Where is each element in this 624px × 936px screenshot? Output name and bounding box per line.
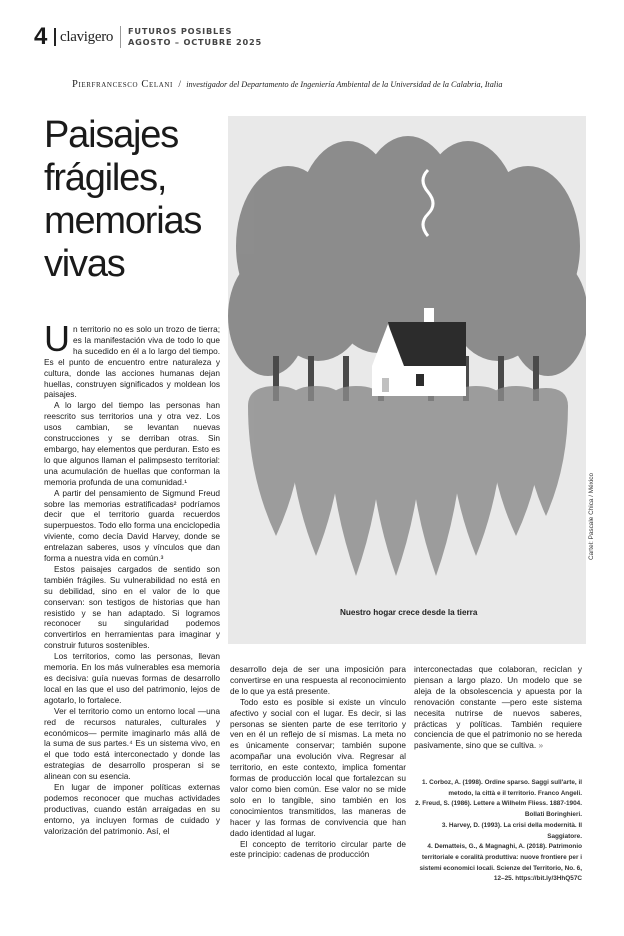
issue-date: AGOSTO – OCTUBRE 2025	[128, 37, 263, 47]
paragraph: En lugar de imponer políticas externas podemos reconocer que muchas actividades productivas, cuando están arraigadas en su entorno, ya incluyen formas de cuidado y valorización del patrimonio. Así, el	[44, 782, 220, 836]
paragraph: Estos paisajes cargados de sentido son también frágiles. Su vulnerabilidad no está en su debilidad, sino en el valor de lo que conservan: son testigos de historias que han resistido y se han adaptado. Si logramos reconocer su singularidad podemos convertirlos en herramientas para imaginar y construir futuros sostenibles.	[44, 563, 220, 651]
paragraph-text: interconectadas que colaboran, reciclan y piensan a largo plazo. Un modelo que se aleja de la obsolescencia y apuesta por la renovación constante —pero este sistema necesita nutrirse de nuevos saberes, prácticas y políticas. También requiere conciencia de que el patrimonio no se hereda pasivamente, sino que se cultiva.	[414, 664, 582, 751]
issue-info	[120, 26, 262, 48]
title-line: vivas	[44, 243, 125, 285]
title-line: frágiles,	[44, 157, 167, 199]
end-mark: »	[538, 740, 544, 751]
references	[414, 778, 582, 885]
paragraph: A lo largo del tiempo las personas han reescrito sus territorios una y otra vez. Los usos cambian, se levantan nuevas construcciones y se derriban otras. Sin embargo, hay elementos que perduran. Esto es lo que algunos llaman el palimpsesto territorial: una acumulación de huellas que conforman la memoria profunda de una comunidad.¹	[44, 400, 220, 487]
body-column-1	[44, 318, 220, 837]
author-affiliation: investigador del Departamento de Ingeniería Ambiental de la Universidad de la Calabria, Italia	[186, 80, 503, 89]
poster-illustration	[228, 116, 586, 644]
paragraph-text: n territorio no es solo un trozo de tierra; es la manifestación viva de todo lo que ha sucedido en él a lo largo del tiempo. Es el punto de encuentro entre naturaleza y cultura, donde las acciones humanas dejan huellas, construyen significados y moldean los paisajes.	[44, 324, 220, 400]
paragraph: Ver el territorio como un entorno local —una red de recursos naturales, culturales y económicos— permite imaginarlo más allá de la suma de sus partes.⁴ Es un sistema vivo, en el que todo está interconectado y donde las estrategias de desarrollo prosperan si se alinean con su esencia.	[44, 705, 220, 782]
page-header	[34, 24, 594, 56]
paragraph	[414, 664, 582, 751]
byline	[72, 79, 572, 91]
reference-item: 2. Freud, S. (1986). Lettere a Wilhelm Fliess. 1887-1904. Bollati Boringhieri.	[415, 800, 582, 819]
masthead-logo: clavigero	[54, 28, 113, 46]
reference-item: 4. Dematteis, G., & Magnaghi, A. (2018). Patrimonio territoriale e coralità produttiva: nuove frontiere per i sistemi economici locali. Scienze del Territorio, No. 6, 12–25. https://bit.ly/3HhQ57C	[419, 843, 582, 883]
illustration-credit: Cartel: Pascale Chica / México	[588, 472, 595, 560]
title-line: memorias	[44, 200, 202, 242]
illustration-caption: Nuestro hogar crece desde la tierra	[340, 608, 478, 617]
issue-section: FUTUROS POSIBLES	[128, 26, 233, 36]
house-trees-artwork	[228, 116, 586, 644]
paragraph	[44, 318, 220, 400]
reference-item: 3. Harvey, D. (1993). La crisi della modernità. Il Saggiatore.	[441, 821, 582, 840]
title-line: Paisajes	[44, 114, 179, 156]
article-title	[44, 114, 224, 286]
paragraph: Todo esto es posible si existe un vínculo afectivo y social con el lugar. Es decir, si las personas se sienten parte de ese territorio y ven en él un reflejo de sí mismas. La meta no es únicamente conservar; también supone acompañar una evolución viva. Regresar al territorio, en este contexto, implica fomentar formas de producción local que fortalezcan su valor como bien común. Ese valor no se mide solo en lo tangible, sino también en los conocimientos transmitidos, las maneras de hacer y las formas de convivencia que han dado identidad al lugar.	[230, 696, 406, 838]
author-name: Pierfrancesco Celani	[72, 79, 173, 90]
drop-cap: U	[44, 318, 70, 359]
page-number: 4	[34, 23, 48, 50]
paragraph: El concepto de territorio circular parte de este principio: cadenas de producción	[230, 838, 406, 860]
byline-separator: /	[178, 80, 181, 90]
paragraph: A partir del pensamiento de Sigmund Freud sobre las memorias estratificadas² podríamos decir que el territorio guarda recuerdos superpuestos. Todo ello forma una enciclopedia viviente, como decía David Harvey, donde se entrelazan saberes, usos y vínculos que dan forma a nuestra vida en común.³	[44, 487, 220, 564]
paragraph: Los territorios, como las personas, llevan memoria. En los más vulnerables esa memoria es decisiva: guía nuevas formas de desarrollo local en las que el uso del patrimonio, lejos de agotarlo, lo fortalece.	[44, 651, 220, 705]
body-column-2	[230, 664, 406, 860]
paragraph: desarrollo deja de ser una imposición para convertirse en una respuesta al reconocimiento de lo que ya está presente.	[230, 664, 406, 696]
reference-item: 1. Corboz, A. (1998). Ordine sparso. Saggi sull'arte, il metodo, la città e il territorio. Franco Angeli.	[421, 779, 582, 797]
body-column-3	[414, 664, 582, 751]
